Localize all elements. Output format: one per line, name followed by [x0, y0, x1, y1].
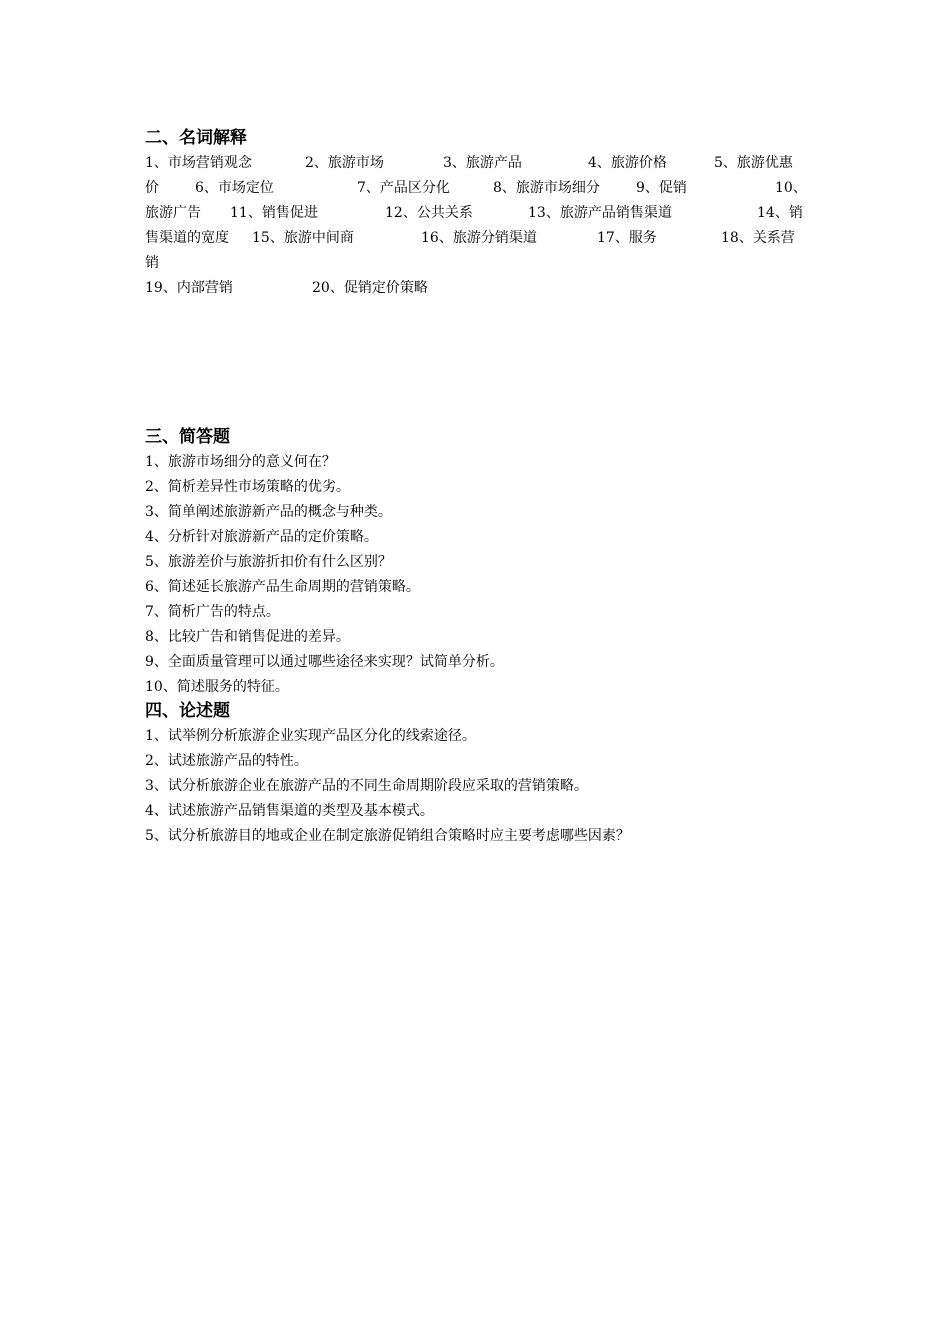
question-item: 8、比较广告和销售促进的差异。	[145, 629, 350, 645]
term-item: 5、旅游优惠	[714, 155, 793, 171]
term-item: 20、促销定价策略	[312, 280, 428, 296]
essay-item: 4、试述旅游产品销售渠道的类型及基本模式。	[145, 803, 434, 819]
essay-item: 5、试分析旅游目的地或企业在制定旅游促销组合策略时应主要考虑哪些因素？	[145, 828, 630, 844]
question-item: 2、简析差异性市场策略的优劣。	[145, 479, 350, 495]
term-item: 12、公共关系	[385, 205, 473, 221]
term-item: 18、关系营	[721, 230, 795, 246]
term-item: 19、内部营销	[145, 280, 233, 296]
question-item: 3、简单阐述旅游新产品的概念与种类。	[145, 504, 392, 520]
question-item: 9、全面质量管理可以通过哪些途径来实现？试简单分析。	[145, 654, 504, 670]
term-item: 7、产品区分化	[357, 180, 450, 196]
term-item: 9、促销	[636, 180, 687, 196]
term-item: 价	[145, 180, 159, 196]
term-item: 15、旅游中间商	[252, 230, 354, 246]
term-item: 10、	[775, 180, 807, 196]
section-heading-terms: 二、名词解释	[145, 128, 247, 148]
term-item: 13、旅游产品销售渠道	[528, 205, 672, 221]
essay-item: 2、试述旅游产品的特性。	[145, 753, 308, 769]
term-item: 17、服务	[597, 230, 657, 246]
question-item: 6、简述延长旅游产品生命周期的营销策略。	[145, 579, 420, 595]
term-item: 2、旅游市场	[305, 155, 384, 171]
question-item: 7、简析广告的特点。	[145, 604, 280, 620]
term-item: 14、销	[757, 205, 803, 221]
section-heading-essay: 四、论述题	[145, 701, 230, 721]
term-item: 3、旅游产品	[443, 155, 522, 171]
term-item: 6、市场定位	[195, 180, 274, 196]
term-item: 11、销售促进	[230, 205, 318, 221]
term-item: 16、旅游分销渠道	[421, 230, 537, 246]
term-item: 旅游广告	[145, 205, 201, 221]
term-item: 4、旅游价格	[588, 155, 667, 171]
essay-item: 3、试分析旅游企业在旅游产品的不同生命周期阶段应采取的营销策略。	[145, 778, 588, 794]
term-item: 1、市场营销观念	[145, 155, 252, 171]
essay-item: 1、试举例分析旅游企业实现产品区分化的线索途径。	[145, 728, 476, 744]
question-item: 4、分析针对旅游新产品的定价策略。	[145, 529, 378, 545]
term-item: 8、旅游市场细分	[493, 180, 600, 196]
question-item: 5、旅游差价与旅游折扣价有什么区别？	[145, 554, 392, 570]
section-heading-short-answer: 三、简答题	[145, 427, 230, 447]
question-item: 1、旅游市场细分的意义何在？	[145, 454, 336, 470]
question-item: 10、简述服务的特征。	[145, 679, 289, 695]
term-item: 售渠道的宽度	[145, 230, 229, 246]
term-item: 销	[145, 255, 159, 271]
